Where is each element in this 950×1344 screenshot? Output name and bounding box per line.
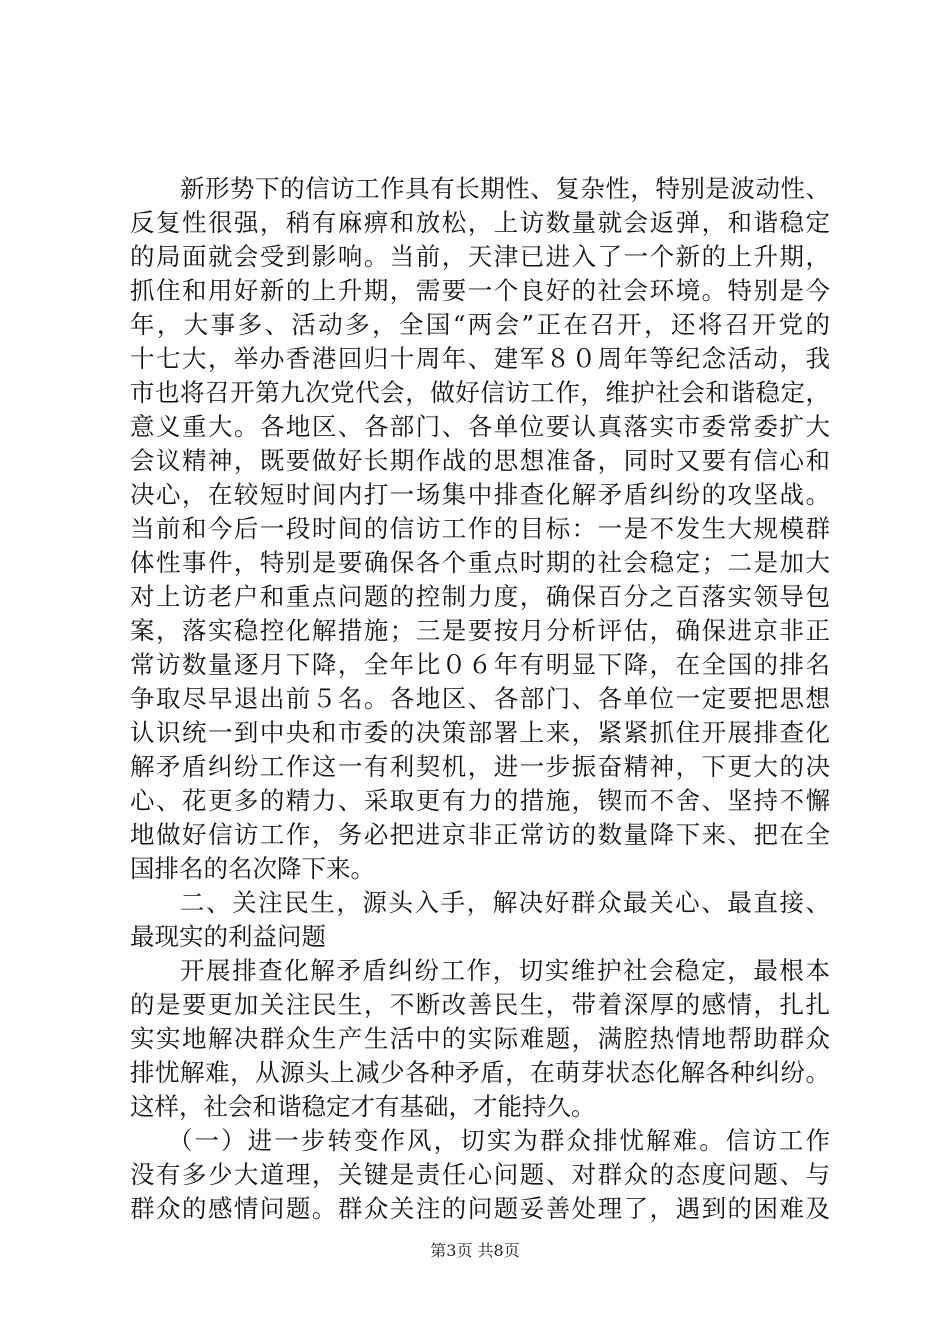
text-line: 市也将召开第九次党代会，做好信访工作，维护社会和谐稳定， <box>130 378 830 407</box>
text-line: 没有多少大道理，关键是责任心问题、对群众的态度问题、与 <box>130 1160 830 1189</box>
text-line: 决心，在较短时间内打一场集中排查化解矛盾纠纷的攻坚战。 <box>130 480 830 509</box>
text-line: 认识统一到中央和市委的决策部署上来，紧紧抓住开展排查化 <box>130 718 830 747</box>
text-line: 案，落实稳控化解措施；三是要按月分析评估，确保进京非正 <box>130 616 830 645</box>
text-line: 的是要更加关注民生，不断改善民生，带着深厚的感情，扎扎 <box>130 990 830 1019</box>
text-line: 抓住和用好新的上升期，需要一个良好的社会环境。特别是今 <box>130 276 830 305</box>
text-line: 心、花更多的精力、采取更有力的措施，锲而不舍、坚持不懈 <box>130 786 830 815</box>
text-line: 对上访老户和重点问题的控制力度，确保百分之百落实领导包 <box>130 582 830 611</box>
text-line: 争取尽早退出前５名。各地区、各部门、各单位一定要把思想 <box>130 684 830 713</box>
text-line: 国排名的名次降下来。 <box>130 854 375 883</box>
text-line: （一）进一步转变作风，切实为群众排忧解难。信访工作 <box>168 1126 830 1155</box>
text-line: 常访数量逐月下降，全年比０６年有明显下降，在全国的排名 <box>130 650 830 679</box>
text-line: 会议精神，既要做好长期作战的思想准备，同时又要有信心和 <box>130 446 830 475</box>
text-line: 体性事件，特别是要确保各个重点时期的社会稳定；二是加大 <box>130 548 830 577</box>
text-line: 这样，社会和谐稳定才有基础，才能持久。 <box>130 1092 596 1121</box>
text-line: 年，大事多、活动多，全国“两会”正在召开，还将召开党的 <box>130 310 830 339</box>
text-line: 地做好信访工作，务必把进京非正常访的数量降下来、把在全 <box>130 820 830 849</box>
text-line: 反复性很强，稍有麻痹和放松，上访数量就会返弹，和谐稳定 <box>130 208 830 237</box>
text-line: 意义重大。各地区、各部门、各单位要认真落实市委常委扩大 <box>130 412 830 441</box>
text-line: 当前和今后一段时间的信访工作的目标：一是不发生大规模群 <box>130 514 830 543</box>
text-line: 开展排查化解矛盾纠纷工作，切实维护社会稳定，最根本 <box>180 956 830 985</box>
section-heading: 二、关注民生，源头入手，解决好群众最关心、最直接、 <box>180 888 830 917</box>
text-line: 实实地解决群众生产生活中的实际难题，满腔热情地帮助群众 <box>130 1024 830 1053</box>
page-footer: 第3页 共8页 <box>430 1241 520 1260</box>
text-line: 的局面就会受到影响。当前，天津已进入了一个新的上升期， <box>130 242 830 271</box>
text-line: 十七大，举办香港回归十周年、建军８０周年等纪念活动，我 <box>130 344 830 373</box>
text-line: 解矛盾纠纷工作这一有利契机，进一步振奋精神，下更大的决 <box>130 752 830 781</box>
text-line: 群众的感情问题。群众关注的问题妥善处理了，遇到的困难及 <box>130 1194 830 1223</box>
section-heading: 最现实的利益问题 <box>130 922 326 951</box>
text-line: 排忧解难，从源头上减少各种矛盾，在萌芽状态化解各种纠纷。 <box>130 1058 830 1087</box>
text-line: 新形势下的信访工作具有长期性、复杂性，特别是波动性、 <box>180 174 830 203</box>
